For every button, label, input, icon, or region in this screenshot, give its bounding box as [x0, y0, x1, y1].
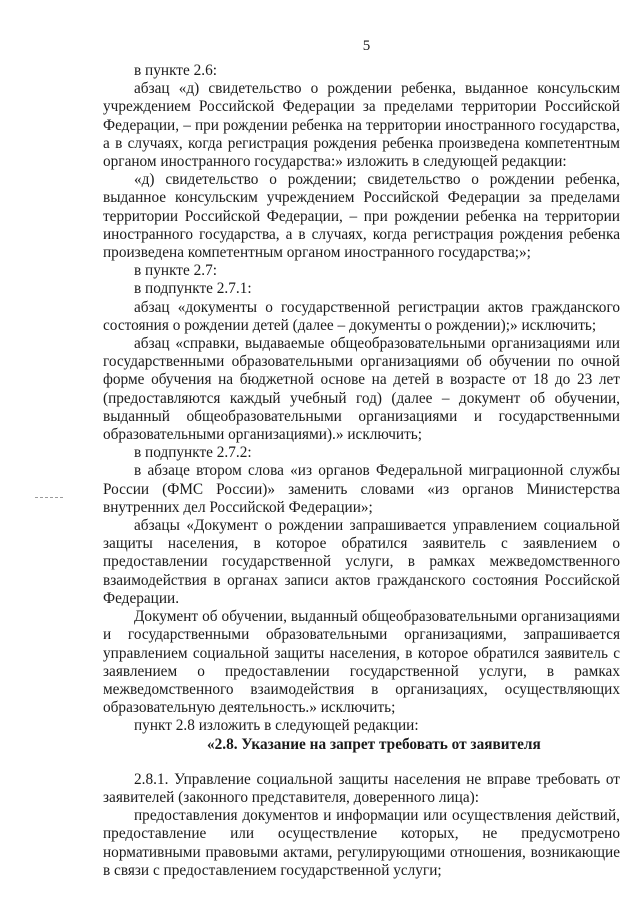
paragraph: в подпункте 2.7.1: [134, 280, 252, 298]
paragraph: 2.8.1. Управление социальной защиты населения не вправе требовать от заявителей (законного представителя, доверенного лица): [103, 770, 620, 806]
paragraph: абзац «документы о государственной регистрации актов гражданского состояния о рождении детей (далее – документы о рождении);» исключить; [103, 298, 620, 334]
page-number: 5 [362, 38, 371, 54]
paragraph: абзацы «Документ о рождении запрашивается управлением социальной защиты населения, в которое обратился заявитель с заявлением о предоставлении государственной услуги, в рамках межведомственного взаимодействия в органах записи актов гражданского состояния Российской Федерации. [103, 517, 620, 607]
section-heading: «2.8. Указание на запрет требовать от заявителя [207, 735, 541, 753]
paragraph: абзац «справки, выдаваемые общеобразовательными организациями или государственными образовательными организациями об обучении по очной форме обучения на бюджетной основе на детей в возрасте от 18 до 23 лет (предоставляются каждый учебный год) (далее – документ об обучении, выданный общеобразовательными организациями и государственными образовательными организациями).» исключить; [103, 335, 620, 444]
section-body [103, 771, 620, 880]
paragraph: в абзаце втором слова «из органов Федеральной миграционной службы России (ФМС России)» заменить словами «из органов Министерства внутренних дел Российской Федерации»; [103, 462, 620, 516]
paragraph: в пункте 2.7: [134, 262, 217, 280]
paragraph: предоставления документов и информации или осуществления действий, предоставление или осуществление которых, не предусмотрено нормативными правовыми актами, регулирующими отношения, возникающие в связи с предоставлением государственной услуги; [103, 807, 620, 879]
paragraph: в подпункте 2.7.2: [134, 444, 252, 462]
paragraph: пункт 2.8 изложить в следующей редакции: [134, 717, 419, 735]
margin-scan-mark [35, 497, 63, 500]
paragraph: в пункте 2.6: [134, 62, 217, 79]
amendments-block [103, 62, 620, 736]
paragraph: Документ об обучении, выданный общеобразовательными организациями и государственными образовательными организациями, запрашивается управлением социальной защиты населения, в которое обратился заявитель с заявлением о предоставлении государственной услуги, в рамках межведомственного взаимодействия в организациях, осуществляющих образовательную деятельность.» исключить; [103, 608, 620, 717]
paragraph: абзац «д) свидетельство о рождении ребенка, выданное консульским учреждением Российской Федерации за пределами территории Российской Федерации, – при рождении ребенка на территории иностранного государства, а в случаях, когда регистрация рождения ребенка произведена компетентным органом иностранного государства:» изложить в следующей редакции: [103, 80, 620, 171]
spacer [103, 754, 620, 771]
paragraph: «д) свидетельство о рождении; свидетельство о рождении ребенка, выданное консульским учреждением Российской Федерации за пределами территории Российской Федерации, – при рождении ребенка на территории иностранного государства, а в случаях, когда регистрация рождения ребенка произведена компетентным органом иностранного государства;»; [103, 171, 620, 262]
